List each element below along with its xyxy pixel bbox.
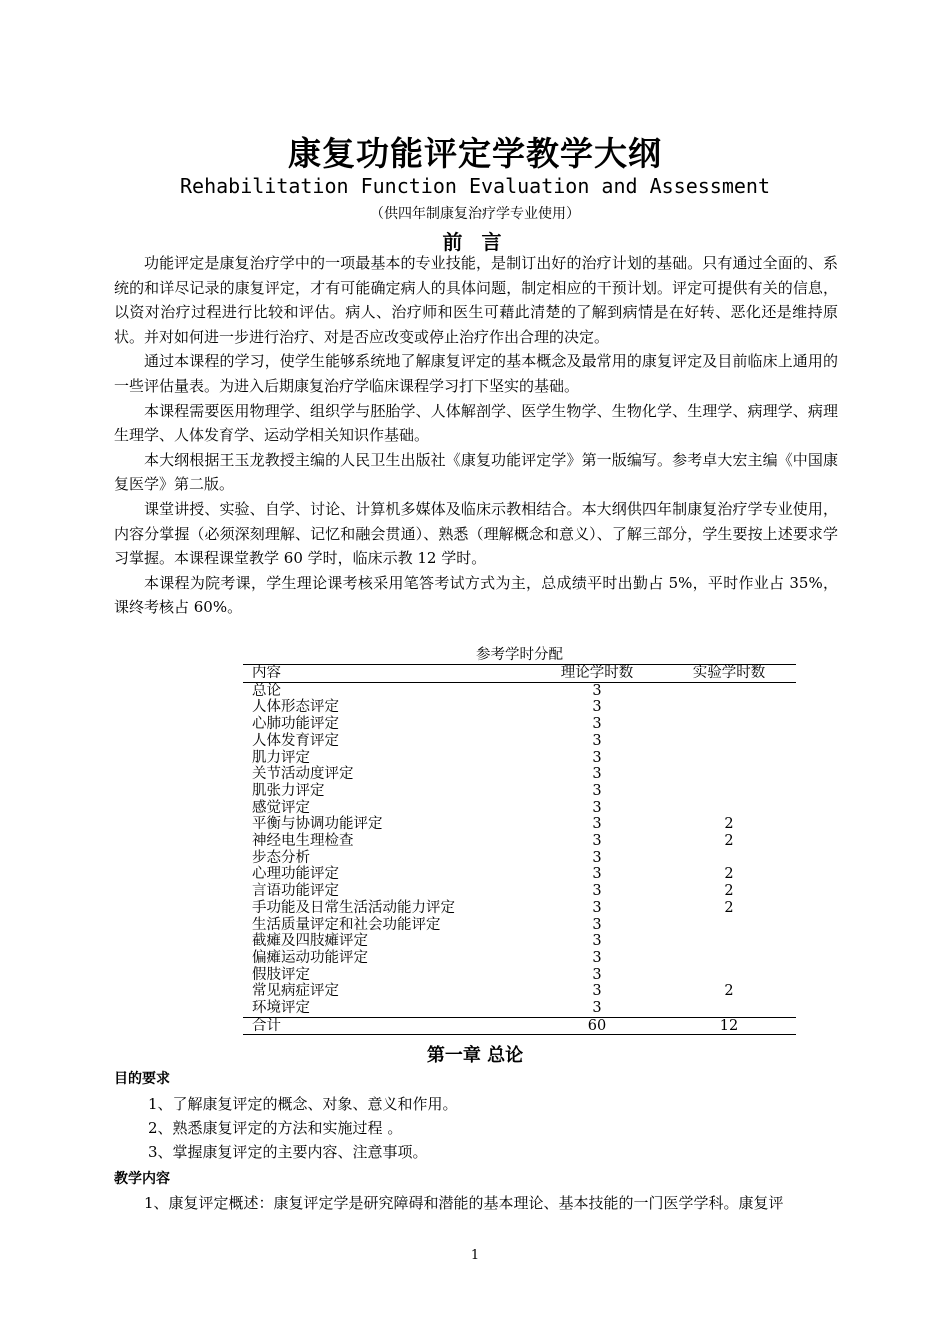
table-row xyxy=(243,766,796,783)
row-lab-hours xyxy=(662,783,796,800)
row-theory-hours: 3 xyxy=(592,949,602,966)
row-lab-hours xyxy=(662,750,796,767)
row-theory-hours: 3 xyxy=(592,866,602,883)
row-lab-hours xyxy=(662,716,796,733)
row-theory-hours: 3 xyxy=(592,799,602,816)
row-theory-hours: 3 xyxy=(592,883,602,900)
row-content: 偏瘫运动功能评定 xyxy=(252,949,368,966)
table-header-row xyxy=(243,665,796,683)
row-content: 平衡与协调功能评定 xyxy=(252,816,383,833)
column-header: 实验学时数 xyxy=(692,665,766,681)
row-theory-hours: 3 xyxy=(592,933,602,950)
row-theory-hours: 3 xyxy=(592,749,602,766)
row-theory-hours: 3 xyxy=(592,699,602,716)
row-lab-hours xyxy=(662,733,796,750)
preface-paragraph: 本课程为院考课，学生理论课考核采用笔答考试方式为主，总成绩平时出勤占 5%，平时作业占 35%，课终考核占 60%。 xyxy=(114,573,838,617)
row-theory-hours: 3 xyxy=(592,782,602,799)
row-lab-hours xyxy=(662,917,796,934)
row-theory-hours: 3 xyxy=(592,849,602,866)
table-row xyxy=(243,800,796,817)
hours-table-block xyxy=(243,647,796,1035)
preface-paragraph: 功能评定是康复治疗学中的一项最基本的专业技能，是制订出好的治疗计划的基础。只有通过全面的、系统的和详尽记录的康复评定，才有可能确定病人的具体问题，制定相应的干预计划。评定可提供有关的信息，以资对治疗过程进行比较和评估。病人、治疗师和医生可藉此清楚的了解到病情是在好转、恶化还是维持原状。并对如何进一步进行治疗、对是否应改变或停止治疗作出合理的决定。 xyxy=(114,254,838,346)
row-content: 神经电生理检查 xyxy=(252,833,354,850)
row-content: 心理功能评定 xyxy=(252,866,339,883)
row-content: 心肺功能评定 xyxy=(252,716,339,733)
row-lab-hours xyxy=(662,800,796,817)
table-row xyxy=(243,850,796,867)
page-number: 1 xyxy=(470,1248,480,1263)
row-content: 假肢评定 xyxy=(252,966,310,983)
usage-note: （供四年制康复治疗学专业使用） xyxy=(370,206,580,222)
preface-body xyxy=(114,251,838,620)
english-subtitle: Rehabilitation Function Evaluation and Assessment xyxy=(179,174,770,198)
preface-paragraph: 本大纲根据王玉龙教授主编的人民卫生出版社《康复功能评定学》第一版编写。参考卓大宏主编《中国康复医学》第二版。 xyxy=(114,450,838,494)
table-total-row xyxy=(243,1017,796,1035)
row-lab-hours xyxy=(662,850,796,867)
row-content: 言语功能评定 xyxy=(252,883,339,900)
table-row xyxy=(243,883,796,900)
row-lab-hours: 2 xyxy=(724,983,734,1000)
row-lab-hours xyxy=(662,967,796,984)
row-content: 总论 xyxy=(252,682,281,699)
table-row xyxy=(243,833,796,850)
row-content: 肌张力评定 xyxy=(252,782,325,799)
row-content: 常见病症评定 xyxy=(252,983,339,1000)
table-row xyxy=(243,866,796,883)
row-content: 步态分析 xyxy=(252,849,310,866)
row-theory-hours: 3 xyxy=(592,682,602,699)
table-body xyxy=(243,682,796,1017)
row-content: 环境评定 xyxy=(252,1000,310,1017)
row-theory-hours: 3 xyxy=(592,966,602,983)
table-row xyxy=(243,699,796,716)
row-lab-hours xyxy=(662,682,796,699)
row-theory-hours: 3 xyxy=(592,1000,602,1017)
row-content: 感觉评定 xyxy=(252,799,310,816)
table-row xyxy=(243,733,796,750)
table-row xyxy=(243,816,796,833)
row-lab-hours: 2 xyxy=(724,866,734,883)
column-header: 理论学时数 xyxy=(560,665,634,681)
content-heading: 教学内容 xyxy=(114,1171,170,1187)
row-content: 手功能及日常生活活动能力评定 xyxy=(252,899,455,916)
row-lab-hours xyxy=(662,933,796,950)
table-row xyxy=(243,1000,796,1017)
row-content: 关节活动度评定 xyxy=(252,766,354,783)
row-theory-hours: 3 xyxy=(592,716,602,733)
column-header: 内容 xyxy=(252,665,281,681)
total-lab: 12 xyxy=(719,1017,739,1034)
total-label: 合计 xyxy=(252,1017,281,1034)
preface-paragraph: 课堂讲授、实验、自学、讨论、计算机多媒体及临床示教相结合。本大纲供四年制康复治疗学专业使用，内容分掌握（必须深刻理解、记忆和融会贯通）、熟悉（理解概念和意义）、了解三部分，学生要按上述要求学习掌握。本课程课堂教学 60 学时，临床示教 12 学时。 xyxy=(114,499,838,568)
table-row xyxy=(243,750,796,767)
row-theory-hours: 3 xyxy=(592,766,602,783)
content-text: 1、康复评定概述：康复评定学是研究障碍和潜能的基本理论、基本技能的一门医学学科。康复评 xyxy=(144,1194,784,1212)
table-caption: 参考学时分配 xyxy=(476,647,563,663)
total-theory: 60 xyxy=(587,1017,607,1034)
table-row xyxy=(243,783,796,800)
hours-table xyxy=(243,664,796,1035)
row-lab-hours xyxy=(662,950,796,967)
row-lab-hours: 2 xyxy=(724,899,734,916)
row-lab-hours: 2 xyxy=(724,883,734,900)
row-content: 肌力评定 xyxy=(252,749,310,766)
objective-item: 2、熟悉康复评定的方法和实施过程 。 xyxy=(148,1119,403,1137)
row-theory-hours: 3 xyxy=(592,833,602,850)
row-content: 截瘫及四肢瘫评定 xyxy=(252,933,368,950)
row-theory-hours: 3 xyxy=(592,916,602,933)
row-theory-hours: 3 xyxy=(592,983,602,1000)
row-theory-hours: 3 xyxy=(592,899,602,916)
preface-heading: 前 言 xyxy=(442,230,508,254)
row-lab-hours: 2 xyxy=(724,816,734,833)
objective-item: 1、了解康复评定的概念、对象、意义和作用。 xyxy=(148,1095,458,1113)
row-theory-hours: 3 xyxy=(592,816,602,833)
preface-paragraph: 本课程需要医用物理学、组织学与胚胎学、人体解剖学、医学生物学、生物化学、生理学、病理学、病理生理学、人体发育学、运动学相关知识作基础。 xyxy=(114,401,838,445)
table-row xyxy=(243,950,796,967)
preface-paragraph: 通过本课程的学习，使学生能够系统地了解康复评定的基本概念及最常用的康复评定及目前临床上通用的一些评估量表。为进入后期康复治疗学临床课程学习打下坚实的基础。 xyxy=(114,352,838,395)
row-lab-hours: 2 xyxy=(724,833,734,850)
table-row xyxy=(243,967,796,984)
row-lab-hours xyxy=(662,699,796,716)
table-row xyxy=(243,983,796,1000)
row-content: 人体形态评定 xyxy=(252,699,339,716)
table-row xyxy=(243,682,796,699)
objectives-heading: 目的要求 xyxy=(114,1071,170,1087)
objective-item: 3、掌握康复评定的主要内容、注意事项。 xyxy=(148,1143,428,1161)
table-row xyxy=(243,933,796,950)
chapter-title: 第一章 总论 xyxy=(426,1045,524,1066)
row-content: 人体发育评定 xyxy=(252,732,339,749)
table-row xyxy=(243,716,796,733)
row-theory-hours: 3 xyxy=(592,732,602,749)
row-lab-hours xyxy=(662,766,796,783)
row-content: 生活质量评定和社会功能评定 xyxy=(252,916,441,933)
table-row xyxy=(243,917,796,934)
row-lab-hours xyxy=(662,1000,796,1017)
document-title: 康复功能评定学教学大纲 xyxy=(288,134,662,173)
table-row xyxy=(243,900,796,917)
